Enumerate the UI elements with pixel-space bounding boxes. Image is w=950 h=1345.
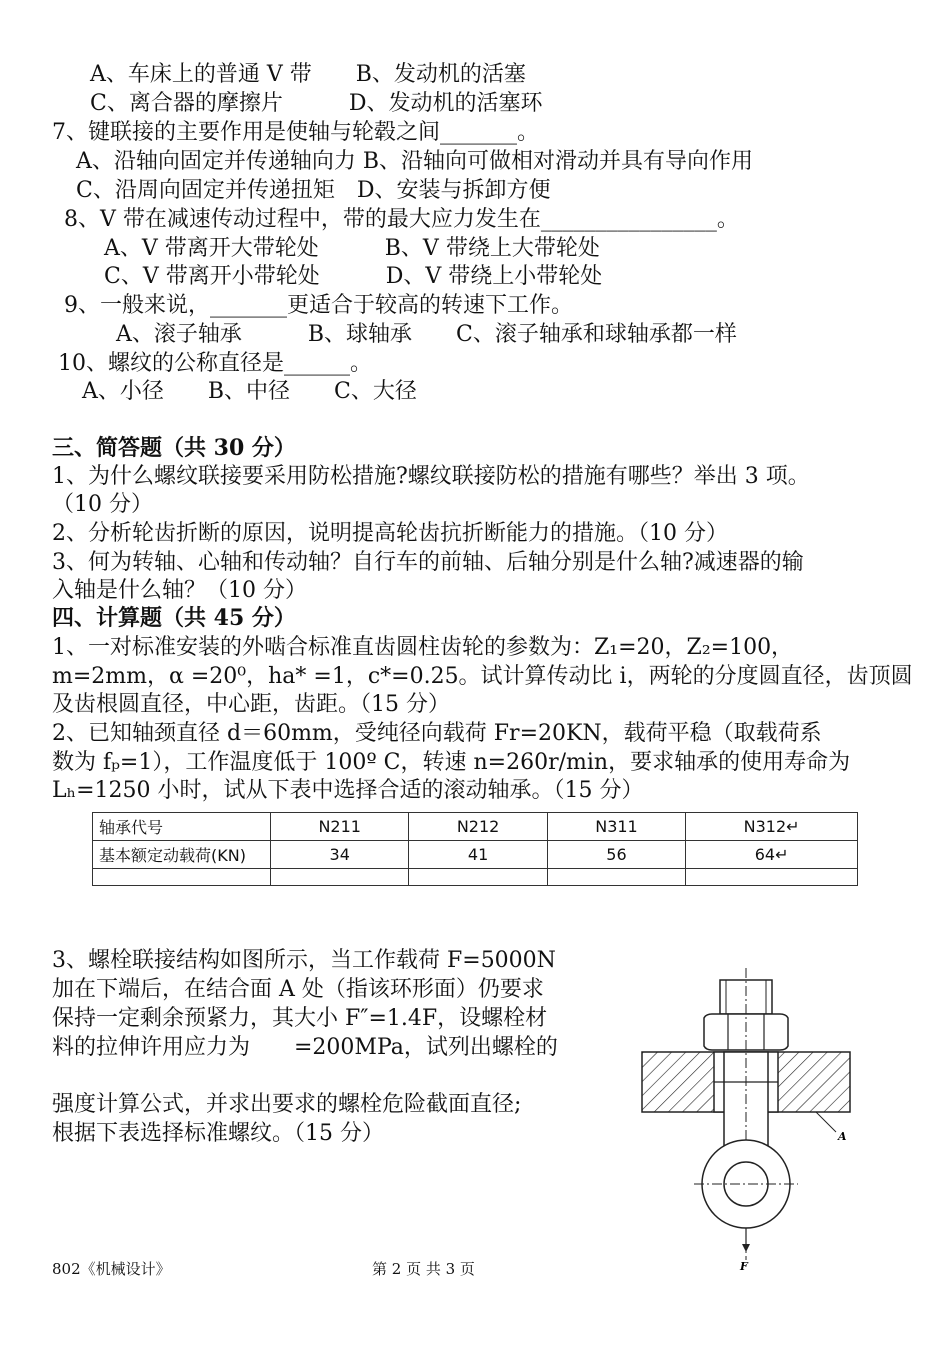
q6-options-line1: A、车床上的普通 V 带 B、发动机的活塞 bbox=[90, 62, 526, 87]
section3-q1-line1: 1、为什么螺纹联接要采用防松措施?螺纹联接防松的措施有哪些？举出 3 项。 bbox=[52, 464, 810, 489]
bearing-table-empty-cell bbox=[271, 869, 409, 886]
footer-page-number: 第 2 页 共 3 页 bbox=[372, 1260, 475, 1278]
section3-q1-line2: （10 分） bbox=[52, 492, 153, 517]
q10-stem: 10、螺纹的公称直径是______。 bbox=[58, 351, 372, 376]
bearing-table-header-cell: N211 bbox=[271, 813, 409, 841]
section3-q2: 2、分析轮齿折断的原因，说明提高轮齿抗折断能力的措施。（10 分） bbox=[52, 521, 728, 546]
section4-q2-line1: 2、已知轴颈直径 d＝60mm，受纯径向载荷 Fr=20KN，载荷平稳（取载荷系 bbox=[52, 721, 822, 746]
bearing-table-header-cell: N311 bbox=[547, 813, 685, 841]
bearing-table-header-cell: 轴承代号 bbox=[93, 813, 271, 841]
label-F: F bbox=[740, 1260, 748, 1273]
section4-q3-line6: 根据下表选择标准螺纹。（15 分） bbox=[52, 1121, 384, 1146]
q7-stem: 7、键联接的主要作用是使轴与轮毂之间_______。 bbox=[52, 120, 539, 145]
label-A: A bbox=[838, 1130, 847, 1143]
q6-options-line2: C、离合器的摩擦片 D、发动机的活塞环 bbox=[90, 91, 543, 116]
bolt-connection-figure bbox=[636, 960, 866, 1280]
section4-q1-line1: 1、一对标准安装的外啮合标准直齿圆柱齿轮的参数为：Z₁=20，Z₂=100， bbox=[52, 635, 794, 660]
q7-options-line2: C、沿周向固定并传递扭矩 D、安装与拆卸方便 bbox=[76, 178, 551, 203]
q8-stem: 8、V 带在减速传动过程中，带的最大应力发生在________________。 bbox=[64, 207, 739, 232]
bearing-table-cell: 56 bbox=[547, 841, 685, 869]
section4-q3-line3: 保持一定剩余预紧力，其大小 F″=1.4F，设螺栓材 bbox=[52, 1006, 548, 1031]
q10-options-line1: A、小径 B、中径 C、大径 bbox=[82, 379, 417, 404]
bearing-table-header-row bbox=[93, 813, 858, 841]
bearing-table-header-cell: N212 bbox=[409, 813, 547, 841]
section4-q3-line2: 加在下端后，在结合面 A 处（指该环形面）仍要求 bbox=[52, 977, 544, 1002]
section4-q1-line3: 及齿根圆直径，中心距，齿距。（15 分） bbox=[52, 692, 450, 717]
section4-q1-line2: m=2mm，α =20⁰，ha* =1，c*=0.25。试计算传动比 i，两轮的分度圆直径，齿顶圆 bbox=[52, 664, 913, 689]
bearing-table-empty-cell bbox=[93, 869, 271, 886]
section4-q2-line2: 数为 fₚ=1），工作温度低于 100º C，转速 n=260r/min，要求轴承的使用寿命为 bbox=[52, 750, 851, 775]
q8-options-line2: C、V 带离开小带轮处 D、V 带绕上小带轮处 bbox=[104, 264, 603, 289]
q8-options-line1: A、V 带离开大带轮处 B、V 带绕上大带轮处 bbox=[104, 236, 600, 261]
bearing-table-header-cell: N312↵ bbox=[686, 813, 858, 841]
bearing-table-empty-cell bbox=[686, 869, 858, 886]
q9-options-line1: A、滚子轴承 B、球轴承 C、滚子轴承和球轴承都一样 bbox=[116, 322, 737, 347]
section3-title: 三、简答题（共 30 分） bbox=[52, 435, 296, 461]
bearing-table-cell: 64↵ bbox=[686, 841, 858, 869]
q7-options-line1: A、沿轴向固定并传递轴向力 B、沿轴向可做相对滑动并具有导向作用 bbox=[76, 149, 754, 174]
q9-stem: 9、一般来说，_______更适合于较高的转速下工作。 bbox=[64, 293, 573, 318]
footer-course: 802《机械设计》 bbox=[52, 1260, 171, 1278]
bearing-table-empty-cell bbox=[409, 869, 547, 886]
bearing-table-cell: 34 bbox=[271, 841, 409, 869]
section3-q3-line2: 入轴是什么轴？（10 分） bbox=[52, 578, 307, 603]
section4-q3-line4: 料的拉伸许用应力为 =200MPa，试列出螺栓的 bbox=[52, 1035, 558, 1060]
section4-q3-line5: 强度计算公式，并求出要求的螺栓危险截面直径; bbox=[52, 1092, 522, 1117]
section3-q3-line1: 3、何为转轴、心轴和传动轴？自行车的前轴、后轴分别是什么轴?减速器的输 bbox=[52, 550, 804, 575]
section4-title: 四、计算题（共 45 分） bbox=[52, 605, 296, 631]
bearing-table-empty-cell bbox=[547, 869, 685, 886]
section4-q3-line1: 3、螺栓联接结构如图所示，当工作载荷 F=5000N bbox=[52, 948, 556, 973]
bearing-table-cell: 41 bbox=[409, 841, 547, 869]
bearing-table bbox=[92, 812, 858, 886]
bearing-table-cell: 基本额定动载荷(KN) bbox=[93, 841, 271, 869]
bearing-table-empty-row bbox=[93, 869, 858, 886]
bearing-table-row bbox=[93, 841, 858, 869]
section4-q2-line3: Lₕ=1250 小时，试从下表中选择合适的滚动轴承。（15 分） bbox=[52, 778, 644, 803]
